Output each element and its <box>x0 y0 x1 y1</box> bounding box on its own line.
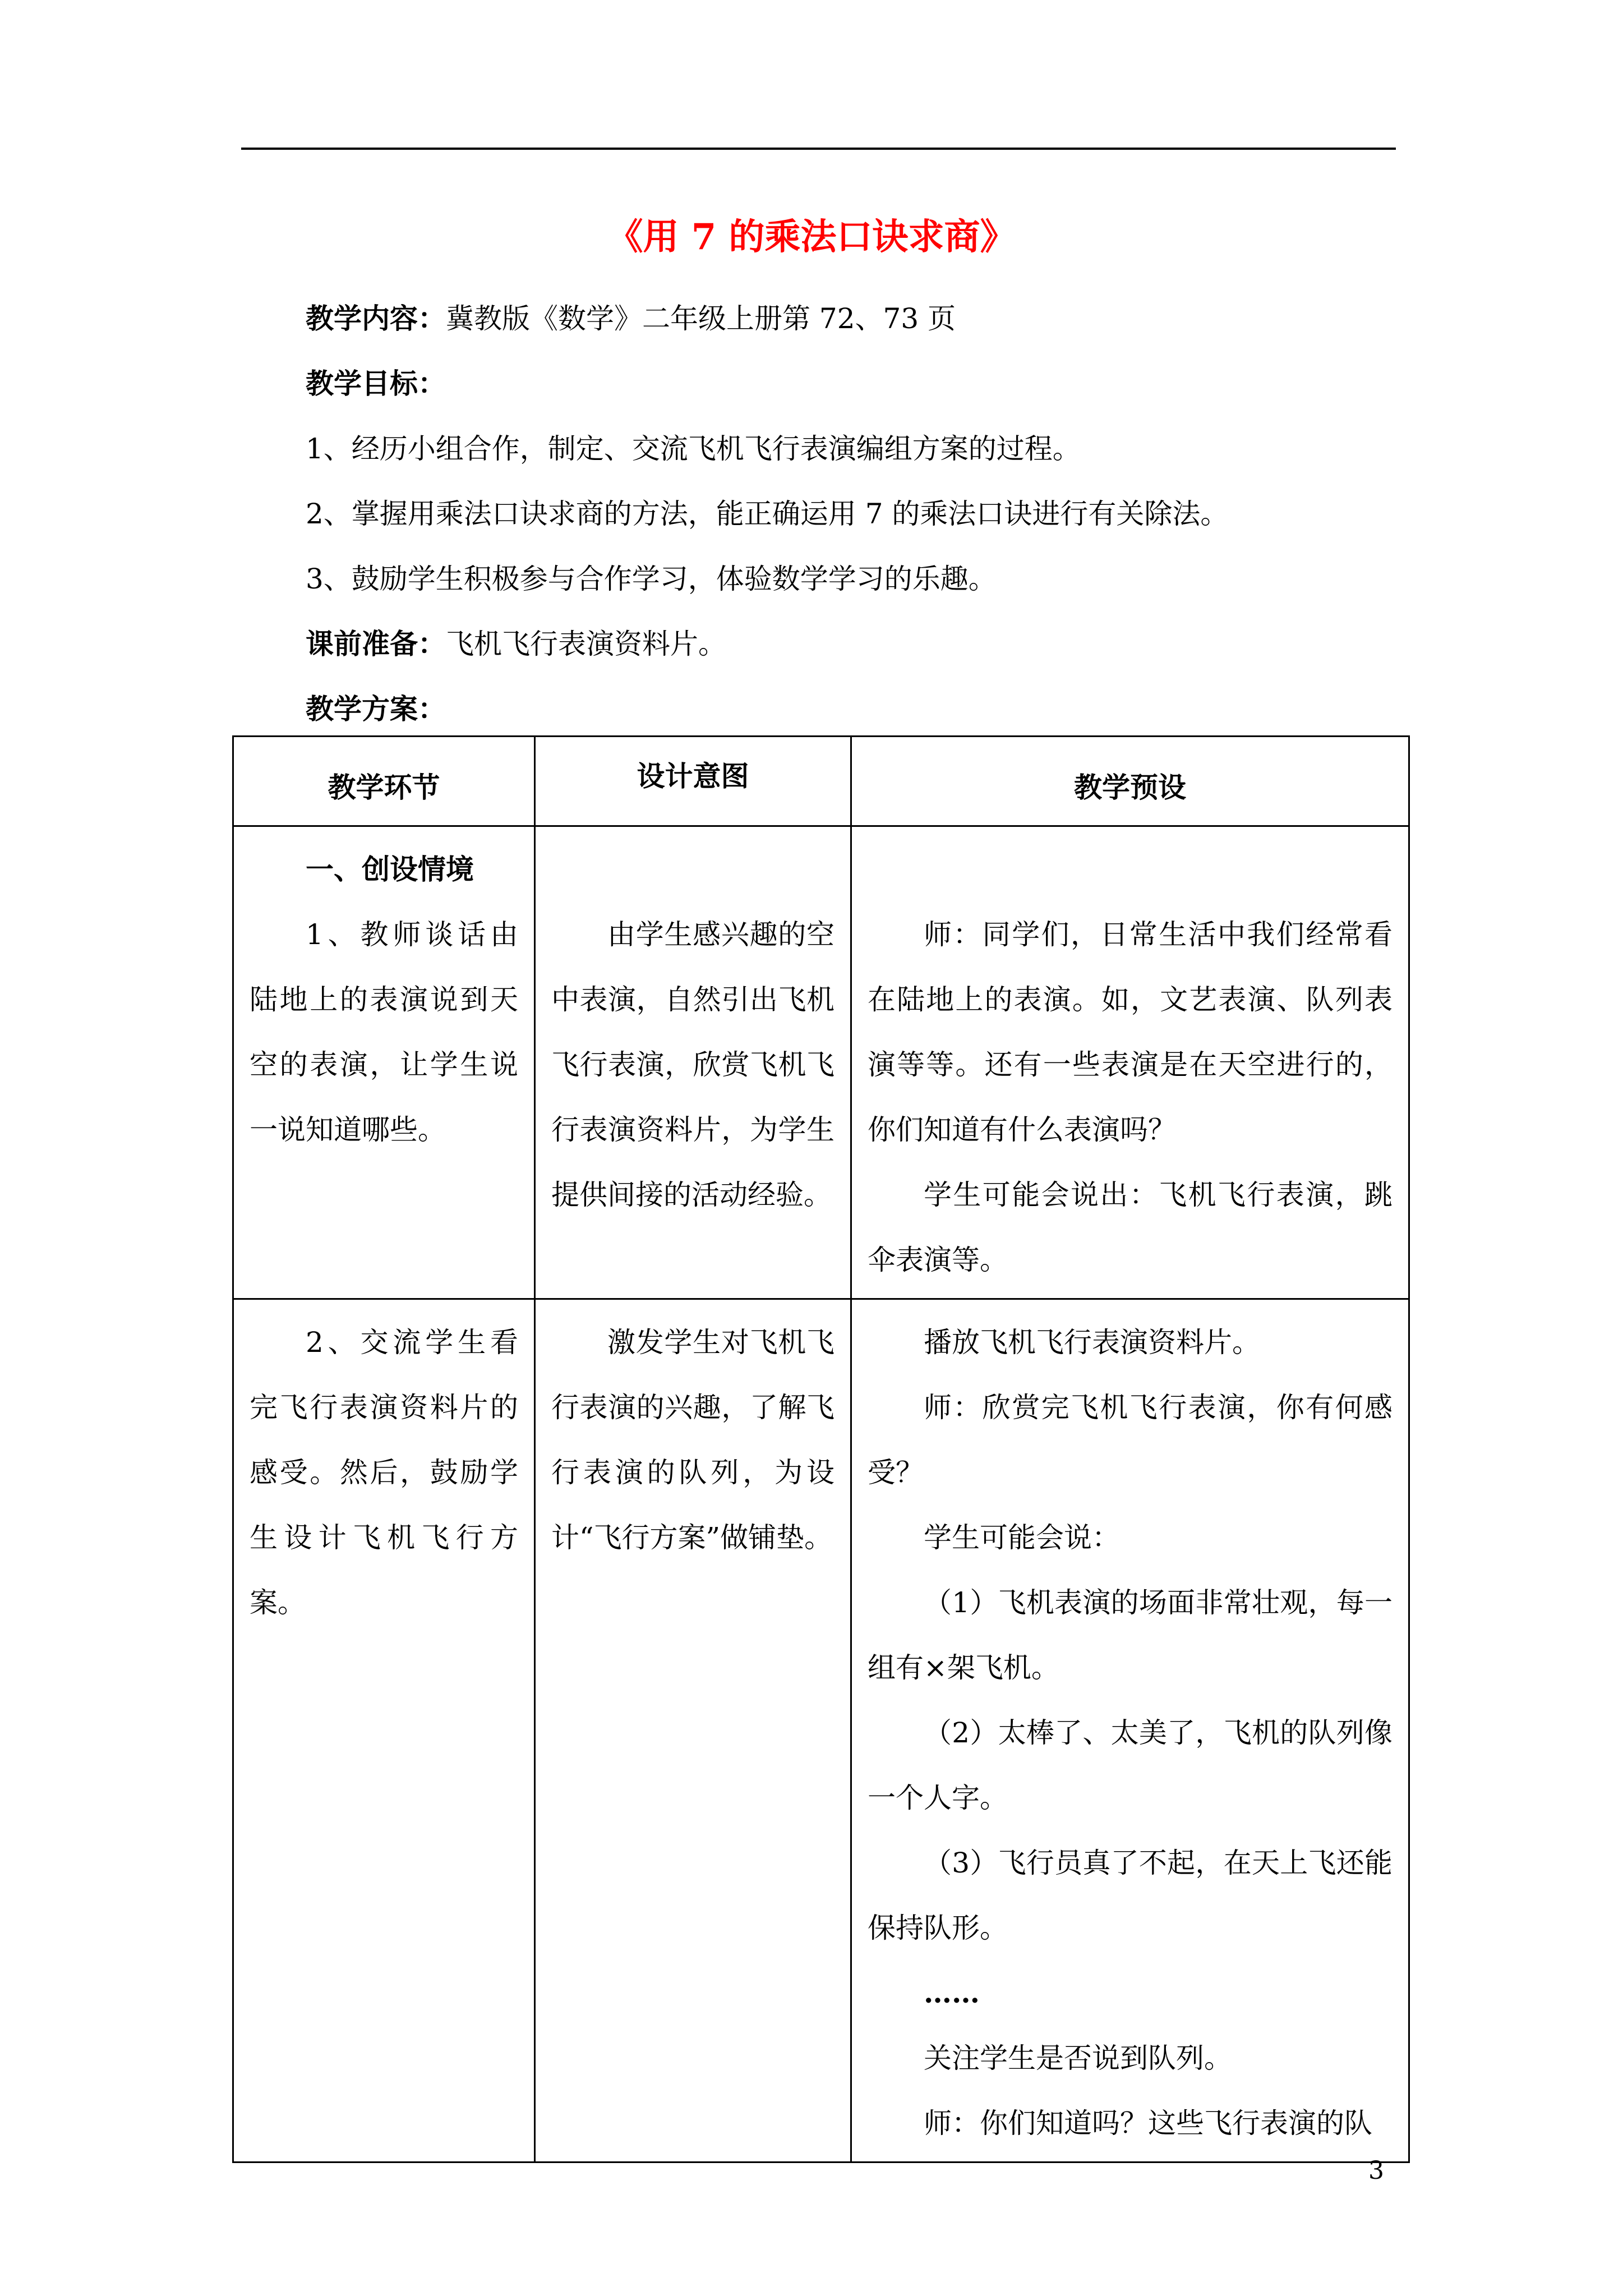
cell-text: 师：同学们，日常生活中我们经常看在陆地上的表演。如，文艺表演、队列表演等等。还有一些表演是在天空进行的，你们知道有什么表演吗？ <box>868 918 1393 1146</box>
prep-label: 课前准备： <box>306 627 446 660</box>
cell-text: 学生可能会说： <box>924 1521 1120 1554</box>
table-cell <box>233 1299 535 2162</box>
cell-text: 师：欣赏完飞机飞行表演，你有何感受？ <box>868 1391 1393 1489</box>
table-cell <box>851 826 1409 1299</box>
header-label: 设计意图 <box>637 760 749 793</box>
table-cell <box>535 826 851 1299</box>
cell-text: 关注学生是否说到队列。 <box>924 2042 1232 2074</box>
cell-text: （3）飞行员真了不起，在天上飞还能保持队形。 <box>868 1847 1393 1944</box>
header-rule <box>241 148 1396 150</box>
cell-text: 由学生感兴趣的空中表演，自然引出飞机飞行表演，欣赏飞机飞行表演资料片，为学生提供间接的活动经验。 <box>551 918 834 1211</box>
header-label: 教学环节 <box>328 771 440 804</box>
content-line <box>306 299 956 338</box>
content-label: 教学内容： <box>306 302 446 335</box>
header-cell <box>851 737 1409 826</box>
header-cell <box>535 737 851 826</box>
table-cell <box>233 826 535 1299</box>
page-number: 3 <box>1368 2156 1384 2185</box>
table-row <box>233 826 1409 1299</box>
prep-value: 飞机飞行表演资料片。 <box>446 628 726 660</box>
cell-text: 师：你们知道吗？这些飞行表演的队 <box>924 2107 1372 2139</box>
goal-2: 2、掌握用乘法口诀求商的方法，能正确运用 7 的乘法口诀进行有关除法。 <box>306 498 1229 530</box>
cell-text: 激发学生对飞机飞行表演的兴趣，了解飞行表演的队列，为设计“飞行方案”做铺垫。 <box>551 1326 834 1554</box>
goal-3: 3、鼓励学生积极参与合作学习，体验数学学习的乐趣。 <box>306 563 997 595</box>
prep-line <box>306 624 726 664</box>
header-label: 教学预设 <box>1074 771 1186 804</box>
section-title: 一、创设情境 <box>306 853 474 886</box>
teaching-plan-table <box>232 735 1410 2163</box>
goals-heading <box>306 364 446 403</box>
goal-1: 1、经历小组合作，制定、交流飞机飞行表演编组方案的过程。 <box>306 432 1081 465</box>
ellipsis-text: …… <box>924 1976 980 2009</box>
page-title: 《用 7 的乘法口诀求商》 <box>607 216 1016 258</box>
table-header-row <box>233 737 1409 826</box>
cell-text: 播放飞机飞行表演资料片。 <box>924 1326 1260 1359</box>
content-value: 冀教版《数学》二年级上册第 72、73 页 <box>446 302 956 335</box>
cell-text: 学生可能会说出：飞机飞行表演，跳伞表演等。 <box>868 1179 1393 1276</box>
table-cell <box>535 1299 851 2162</box>
cell-text: 2、交流学生看完飞行表演资料片的感受。然后，鼓励学生设计飞机飞行方案。 <box>250 1326 518 1619</box>
cell-text: （1）飞机表演的场面非常壮观，每一组有×架飞机。 <box>868 1586 1393 1684</box>
plan-label: 教学方案： <box>306 692 446 725</box>
goals-label: 教学目标： <box>306 367 446 400</box>
table-cell <box>851 1299 1409 2162</box>
cell-text: 1、教师谈话由陆地上的表演说到天空的表演，让学生说一说知道哪些。 <box>250 918 518 1146</box>
cell-text: （2）太棒了、太美了，飞机的队列像一个人字。 <box>868 1717 1393 1814</box>
header-cell <box>233 737 535 826</box>
table-row <box>233 1299 1409 2162</box>
plan-heading <box>306 689 446 729</box>
